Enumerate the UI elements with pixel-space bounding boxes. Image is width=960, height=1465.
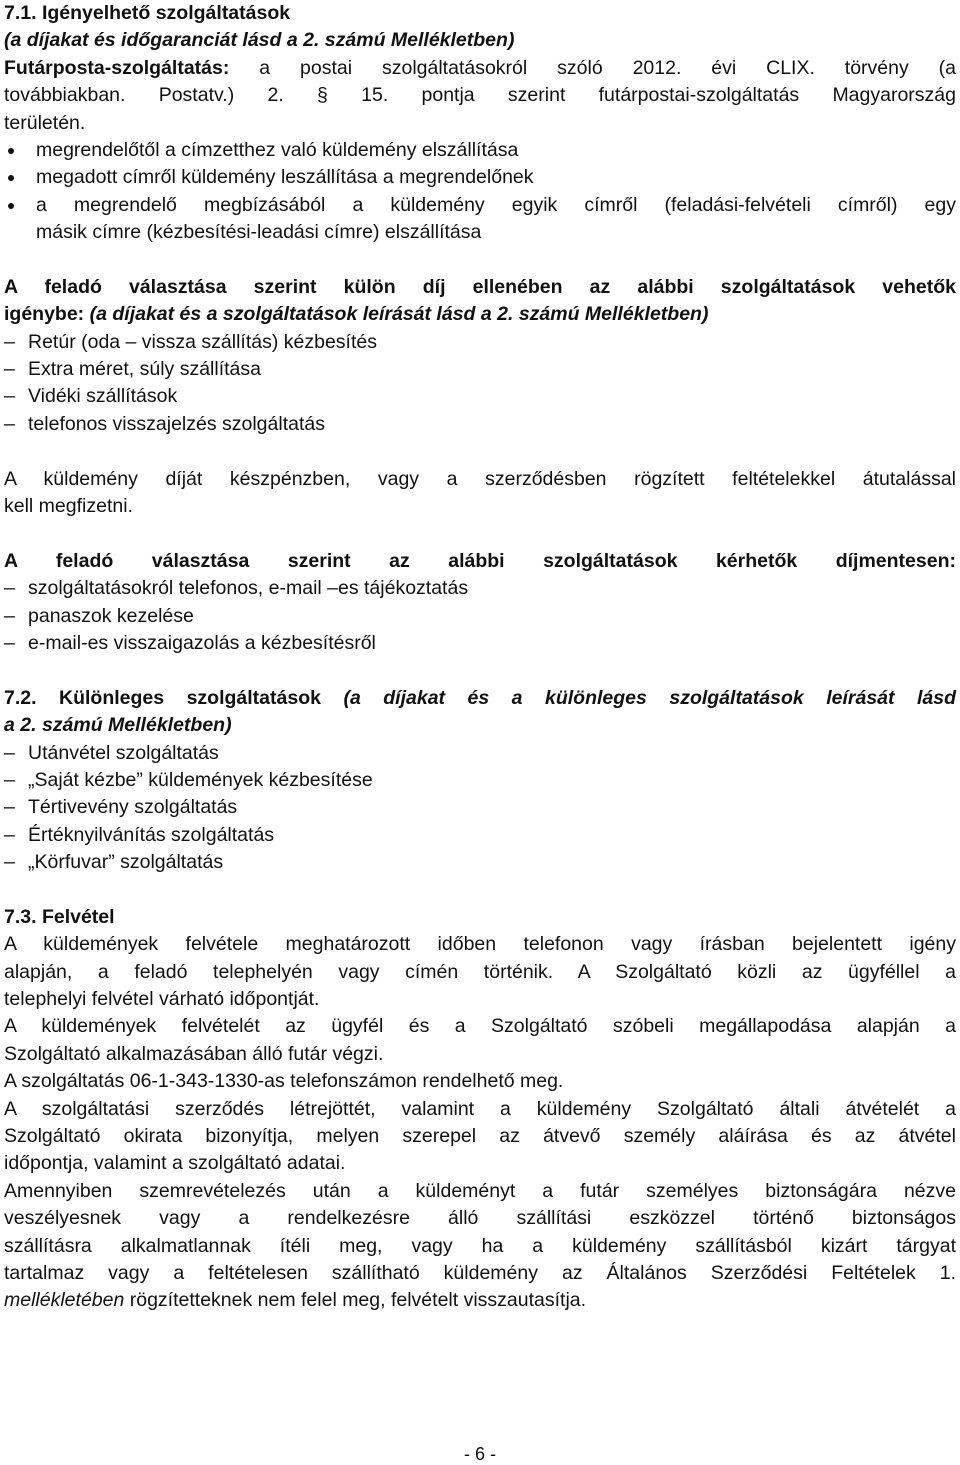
paragraph-line: A szolgáltatás 06-1-343-1330-as telefonszámon rendelhető meg.	[4, 1070, 564, 1093]
paragraph-line: Amennyiben szemrevételezés után a küldeményt a futár személyes biztonságára nézve	[4, 1179, 956, 1202]
list-item: megadott címről küldemény leszállítása a megrendelőnek	[4, 164, 956, 191]
paragraph-line: alapján, a feladó telephelyén vagy címén történik. A Szolgáltató közli az ügyféllel a	[4, 960, 956, 983]
intro-term: Futárposta-szolgáltatás:	[4, 56, 230, 79]
list-item: –„Körfuvar” szolgáltatás	[4, 849, 956, 876]
paragraph-line: telephelyi felvétel várható időpontját.	[4, 988, 320, 1011]
paragraph-line: veszélyesnek vagy a rendelkezésre álló szállítási eszközzel történő biztonságos	[4, 1207, 956, 1230]
paragraph-line: mellékletében rögzítetteknek nem felel meg, felvételt visszautasítja.	[4, 1289, 587, 1312]
page-number: - 6 -	[463, 1444, 496, 1464]
list-item: –Értéknyilvánítás szolgáltatás	[4, 822, 956, 849]
bullet-icon	[4, 137, 36, 164]
section-7-1-note: (a díjakat és időgaranciát lásd a 2. számú Mellékletben)	[4, 29, 515, 52]
paragraph-line: szállításra alkalmatlannak ítéli meg, vagy ha a küldemény szállításból kizárt tárgyat	[4, 1234, 956, 1257]
list-item: –e-mail-es visszaigazolás a kézbesítésről	[4, 630, 956, 657]
list-item: –Utánvétel szolgáltatás	[4, 740, 956, 767]
paragraph-line: A küldemények felvétele meghatározott időben telefonon vagy írásban bejelentett igény	[4, 933, 956, 956]
list-item: –Retúr (oda – vissza szállítás) kézbesítés	[4, 329, 956, 356]
list-item: –szolgáltatásokról telefonos, e-mail –es tájékoztatás	[4, 575, 956, 602]
intro-line-1	[4, 55, 956, 82]
paragraph-line: tartalmaz vagy a feltételesen szállítható küldemény az Általános Szerződési Feltételek 1.	[4, 1261, 956, 1284]
paragraph-line: időpontja, valamint a szolgáltató adatai.	[4, 1152, 346, 1175]
payment-line-2: kell megfizetni.	[4, 495, 133, 518]
section-7-2-note: a 2. számú Mellékletben)	[4, 714, 232, 737]
bullet-icon	[4, 192, 36, 219]
free-services-intro: A feladó választása szerint az alábbi szolgáltatások kérhetők díjmentesen:	[4, 549, 956, 572]
list-item: –„Saját kézbe” küldemények kézbesítése	[4, 767, 956, 794]
bullet-icon	[4, 164, 36, 191]
list-item: –telefonos visszajelzés szolgáltatás	[4, 411, 956, 438]
paragraph-line: Szolgáltató alkalmazásában álló futár végzi.	[4, 1042, 384, 1065]
paragraph-line: A küldemények felvételét az ügyfél és a Szolgáltató szóbeli megállapodása alapján a	[4, 1015, 956, 1038]
payment-line-1: A küldemény díját készpénzben, vagy a szerződésben rögzített feltételekkel átutalással	[4, 467, 956, 490]
section-7-1-heading: 7.1. Igényelhető szolgáltatások	[4, 2, 291, 24]
intro-line-3: területén.	[4, 111, 86, 134]
list-item: –Tértivevény szolgáltatás	[4, 794, 956, 821]
paragraph-line: Szolgáltató okirata bizonyítja, melyen szerepel az átvevő személy aláírása és az átvétel	[4, 1125, 956, 1148]
paid-services-intro-1: A feladó választása szerint külön díj ellenében az alábbi szolgáltatások vehetők	[4, 275, 956, 298]
section-7-3-heading: 7.3. Felvétel	[4, 905, 115, 928]
paragraph-line: A szolgáltatási szerződés létrejöttét, valamint a küldemény Szolgáltató általi átvételét a	[4, 1097, 956, 1120]
list-item: –Vidéki szállítások	[4, 383, 956, 410]
list-item: –Extra méret, súly szállítása	[4, 356, 956, 383]
paid-services-intro-2: igénybe: (a díjakat és a szolgáltatások leírását lásd a 2. számú Mellékletben)	[4, 303, 709, 326]
intro-line-2: továbbiakban. Postatv.) 2. § 15. pontja szerint futárpostai-szolgáltatás Magyarország	[4, 84, 956, 107]
section-7-2-heading: 7.2. Különleges szolgáltatások (a díjakat és a különleges szolgáltatások leírását lásd	[4, 686, 957, 709]
list-item: a megrendelő megbízásából a küldemény egyik címről (feladási-felvételi címről) egy	[4, 192, 956, 219]
document-page	[4, 0, 956, 1315]
list-item: –panaszok kezelése	[4, 603, 956, 630]
intro-line-1-rest: a postai szolgáltatásokról szóló 2012. évi CLIX. törvény (a	[229, 56, 956, 79]
list-item-continuation: másik címre (kézbesítési-leadási címre) elszállítása	[36, 221, 482, 244]
list-item: megrendelőtől a címzetthez való küldemény elszállítása	[4, 137, 956, 164]
